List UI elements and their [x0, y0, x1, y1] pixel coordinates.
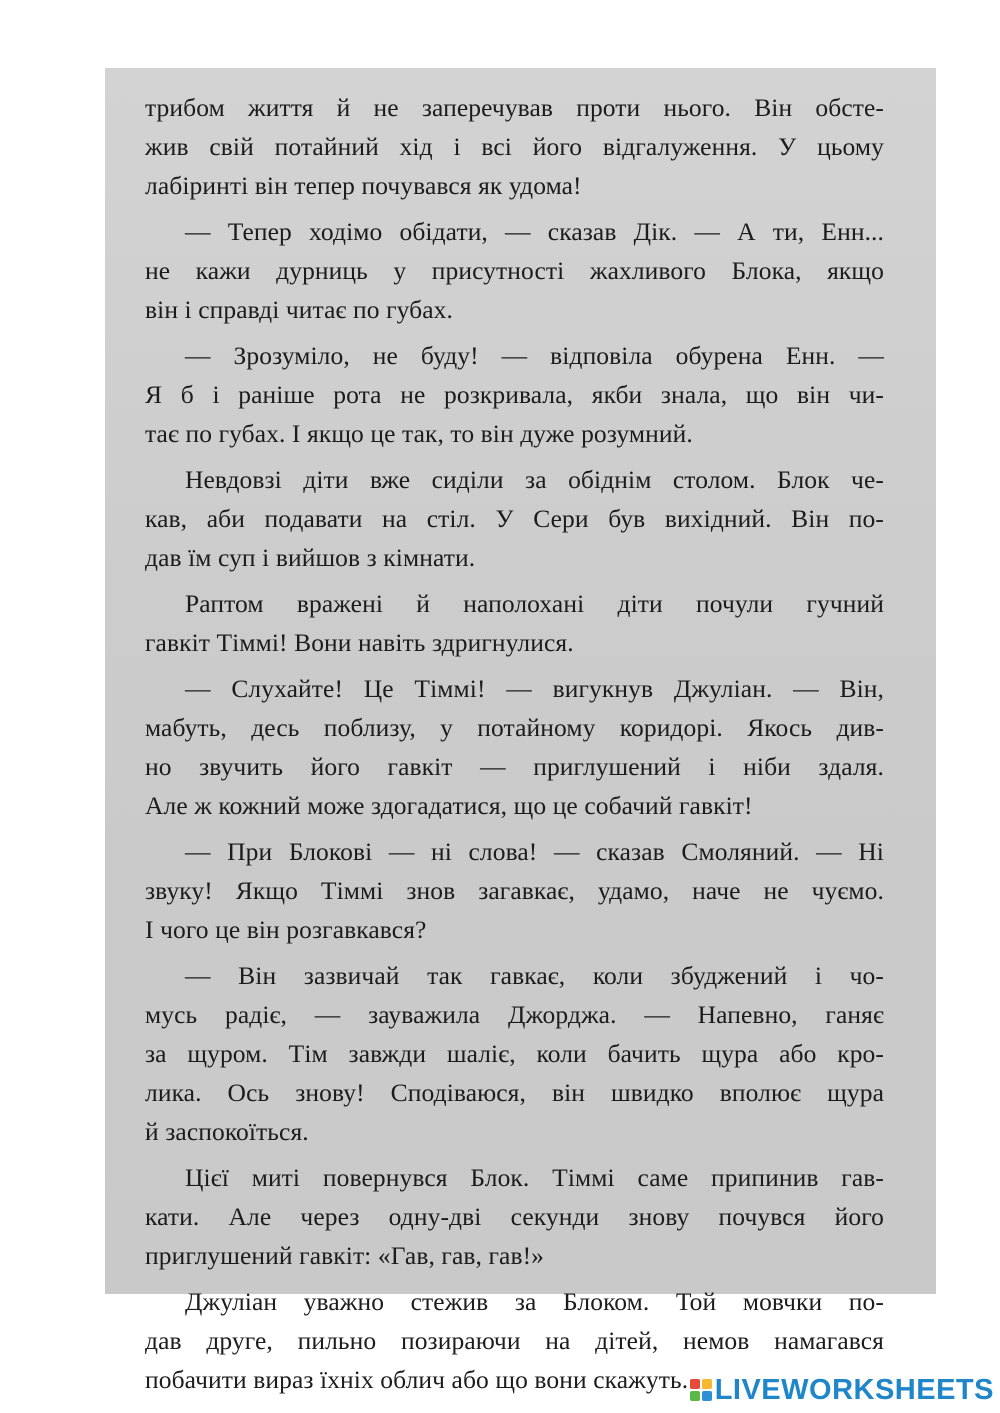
liveworksheets-logo-icon [690, 1379, 712, 1401]
logo-tile-yellow [702, 1379, 712, 1389]
liveworksheets-footer [690, 1372, 994, 1408]
paragraph [145, 212, 884, 329]
text-line: мусь радіє, — зауважила Джорджа. — Напевно, ганяє [145, 1000, 884, 1029]
paragraph [145, 336, 884, 453]
text-line: — При Блокові — ні слова! — сказав Смоляний. — Ні [185, 837, 884, 866]
text-line: кати. Але через одну-дві секунди знову почувся його [145, 1202, 884, 1231]
text-line: кав, аби подавати на стіл. У Сери був вихідний. Він по- [145, 504, 884, 533]
text-line: побачити вираз їхніх облич або що вони скажуть. [145, 1365, 689, 1394]
text-line: дав друге, пильно позираючи на дітей, немов намагався [145, 1326, 884, 1355]
text-line: звуку! Якщо Тіммі знов загавкає, удамо, наче не чуємо. [145, 876, 884, 905]
text-line: мабуть, десь поблизу, у потайному коридорі. Якось див- [145, 713, 884, 742]
paragraph [145, 88, 884, 205]
text-line: Цієї миті повернувся Блок. Тіммі саме припинив гав- [185, 1163, 884, 1192]
text-line: Але ж кожний може здогадатися, що це собачий гавкіт! [145, 791, 753, 820]
liveworksheets-brand-text: LIVEWORKSHEETS [714, 1373, 994, 1406]
text-line: тає по губах. І якщо це так, то він дуже розумний. [145, 419, 693, 448]
text-line: приглушений гавкіт: «Гав, гав, гав!» [145, 1241, 545, 1270]
text-line: він і справді читає по губах. [145, 295, 454, 324]
text-line: гавкіт Тіммі! Вони навіть здригнулися. [145, 628, 574, 657]
text-line: Невдовзі діти вже сиділи за обіднім столом. Блок че- [185, 465, 884, 494]
logo-tile-blue [702, 1391, 712, 1401]
text-line: І чого це він розгавкався? [145, 915, 427, 944]
text-line: й заспокоїться. [145, 1117, 309, 1146]
text-line: но звучить його гавкіт — приглушений і ніби здаля. [145, 752, 884, 781]
text-line: — Зрозуміло, не буду! — відповіла обурена Енн. — [185, 341, 884, 370]
text-line: лабіринті він тепер почувався як удома! [145, 171, 582, 200]
page-text-body [145, 88, 884, 1399]
paragraph [145, 832, 884, 949]
text-line: — Він зазвичай так гавкає, коли збуджений і чо- [185, 961, 884, 990]
text-line: лика. Ось знову! Сподіваюся, він швидко вполює щура [145, 1078, 884, 1107]
logo-tile-red [690, 1379, 700, 1389]
paragraph [145, 584, 884, 662]
logo-tile-green [690, 1391, 700, 1401]
text-line: дав їм суп і вийшов з кімнати. [145, 543, 476, 572]
text-line: за щуром. Тім завжди шаліє, коли бачить щура або кро- [145, 1039, 884, 1068]
text-line: — Тепер ходімо обідати, — сказав Дік. — А ти, Енн... [185, 217, 884, 246]
paragraph [145, 460, 884, 577]
paragraph [145, 1158, 884, 1275]
paragraph [145, 669, 884, 825]
text-line: — Слухайте! Це Тіммі! — вигукнув Джуліан. — Він, [185, 674, 884, 703]
text-line: не кажи дурниць у присутності жахливого Блока, якщо [145, 256, 884, 285]
text-line: трибом життя й не заперечував проти нього. Він обсте- [145, 93, 884, 122]
text-line: Раптом вражені й наполохані діти почули гучний [185, 589, 884, 618]
paragraph [145, 956, 884, 1151]
text-line: Джуліан уважно стежив за Блоком. Той мовчки по- [185, 1287, 884, 1316]
text-line: Я б і раніше рота не розкривала, якби знала, що він чи- [145, 380, 884, 409]
text-line: жив свій потайний хід і всі його відгалуження. У цьому [145, 132, 884, 161]
